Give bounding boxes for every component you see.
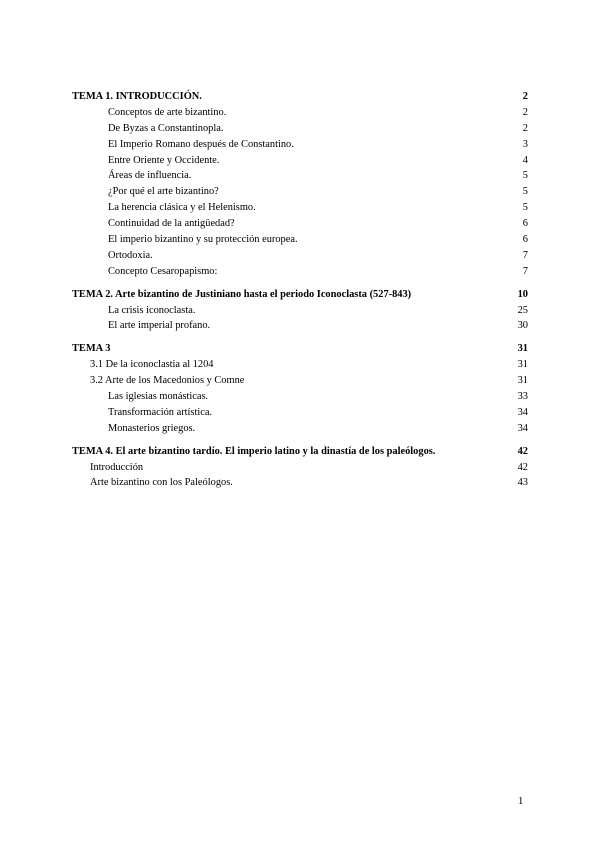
toc-entry[interactable] (72, 405, 528, 421)
toc-entry-page: 2 (522, 122, 528, 134)
toc-entry-page: 5 (522, 202, 528, 214)
toc-entry-title: Monasterios griegos. (108, 422, 196, 434)
toc-entry-page: 43 (517, 477, 528, 489)
toc-entry[interactable] (72, 153, 528, 169)
toc-entry-page: 10 (517, 288, 528, 300)
toc-entry-page: 42 (517, 445, 528, 457)
toc-entry-page: 3 (522, 138, 528, 150)
toc-entry-title: Concepto Cesaropapismo: (108, 265, 218, 277)
toc-entry-title: TEMA 3 (72, 343, 111, 355)
toc-entry-page: 34 (517, 422, 528, 434)
toc-entry-title: Áreas de influencia. (108, 170, 192, 182)
toc-entry-title: Ortodoxia. (108, 249, 153, 261)
toc-entry-page: 31 (517, 375, 528, 387)
toc-entry-title: Introducción (90, 461, 144, 473)
toc-entry-title: Entre Oriente y Occidente. (108, 154, 220, 166)
toc-entry-title: TEMA 4. El arte bizantino tardío. El imperio latino y la dinastía de los paleólogos. (72, 445, 436, 457)
toc-entry[interactable] (72, 232, 528, 248)
toc-entry-heading[interactable] (72, 89, 528, 105)
toc-entry-page: 6 (522, 234, 528, 246)
section-gap (72, 280, 528, 287)
toc-entry[interactable] (72, 389, 528, 405)
toc-entry-page: 5 (522, 186, 528, 198)
toc-entry-page: 34 (517, 406, 528, 418)
toc-entry-page: 30 (517, 320, 528, 332)
table-of-contents (72, 89, 528, 491)
toc-entry-page: 31 (517, 343, 528, 355)
page-number: 1 (518, 796, 524, 807)
toc-entry-title: De Byzas a Constantinopla. (108, 122, 224, 134)
toc-entry-page: 7 (522, 249, 528, 261)
toc-entry[interactable] (72, 121, 528, 137)
toc-entry[interactable] (72, 248, 528, 264)
toc-entry[interactable] (72, 421, 528, 437)
toc-entry[interactable] (72, 168, 528, 184)
toc-entry-page: 5 (522, 170, 528, 182)
toc-entry-heading[interactable] (72, 341, 528, 357)
toc-entry[interactable] (72, 105, 528, 121)
toc-entry-page: 25 (517, 304, 528, 316)
toc-entry[interactable] (72, 460, 528, 476)
toc-entry-page: 6 (522, 218, 528, 230)
toc-entry-title: El Imperio Romano después de Constantino. (108, 138, 294, 150)
toc-entry-title: Arte bizantino con los Paleólogos. (90, 477, 233, 489)
toc-entry-title: El imperio bizantino y su protección europea. (108, 234, 298, 246)
toc-entry-page: 2 (522, 106, 528, 118)
toc-entry-title: El arte imperial profano. (108, 320, 211, 332)
toc-entry-title: Las iglesias monásticas. (108, 391, 209, 403)
toc-entry-page: 7 (522, 265, 528, 277)
toc-entry[interactable] (72, 184, 528, 200)
toc-entry[interactable] (72, 357, 528, 373)
toc-entry[interactable] (72, 303, 528, 319)
toc-entry-title: Transformación artística. (108, 406, 213, 418)
toc-entry-title: 3.2 Arte de los Macedonios y Comne (90, 375, 245, 387)
toc-entry-page: 33 (517, 391, 528, 403)
section-gap (72, 334, 528, 341)
toc-entry-title: 3.1 De la iconoclastia al 1204 (90, 359, 214, 371)
toc-entry-title: La herencia clásica y el Helenismo. (108, 202, 256, 214)
toc-entry[interactable] (72, 373, 528, 389)
toc-entry-heading[interactable] (72, 444, 528, 460)
toc-entry[interactable] (72, 264, 528, 280)
toc-entry-title: La crisis iconoclasta. (108, 304, 196, 316)
toc-entry-page: 2 (522, 91, 528, 102)
toc-entry-page: 4 (522, 154, 528, 166)
section-gap (72, 437, 528, 444)
toc-entry[interactable] (72, 137, 528, 153)
toc-entry-page: 31 (517, 359, 528, 371)
toc-entry[interactable] (72, 200, 528, 216)
toc-entry-title: TEMA 2. Arte bizantino de Justiniano hasta el periodo Iconoclasta (527-843) (72, 288, 412, 300)
toc-entry-page: 42 (517, 461, 528, 473)
toc-entry[interactable] (72, 216, 528, 232)
toc-entry[interactable] (72, 318, 528, 334)
toc-entry[interactable] (72, 475, 528, 491)
toc-entry-title: Conceptos de arte bizantino. (108, 106, 227, 118)
toc-entry-heading[interactable] (72, 287, 528, 303)
toc-entry-title: Continuidad de la antigüedad? (108, 218, 235, 230)
toc-entry-title: ¿Por qué el arte bizantino? (108, 186, 219, 198)
toc-entry-title: TEMA 1. INTRODUCCIÓN. (72, 91, 202, 102)
